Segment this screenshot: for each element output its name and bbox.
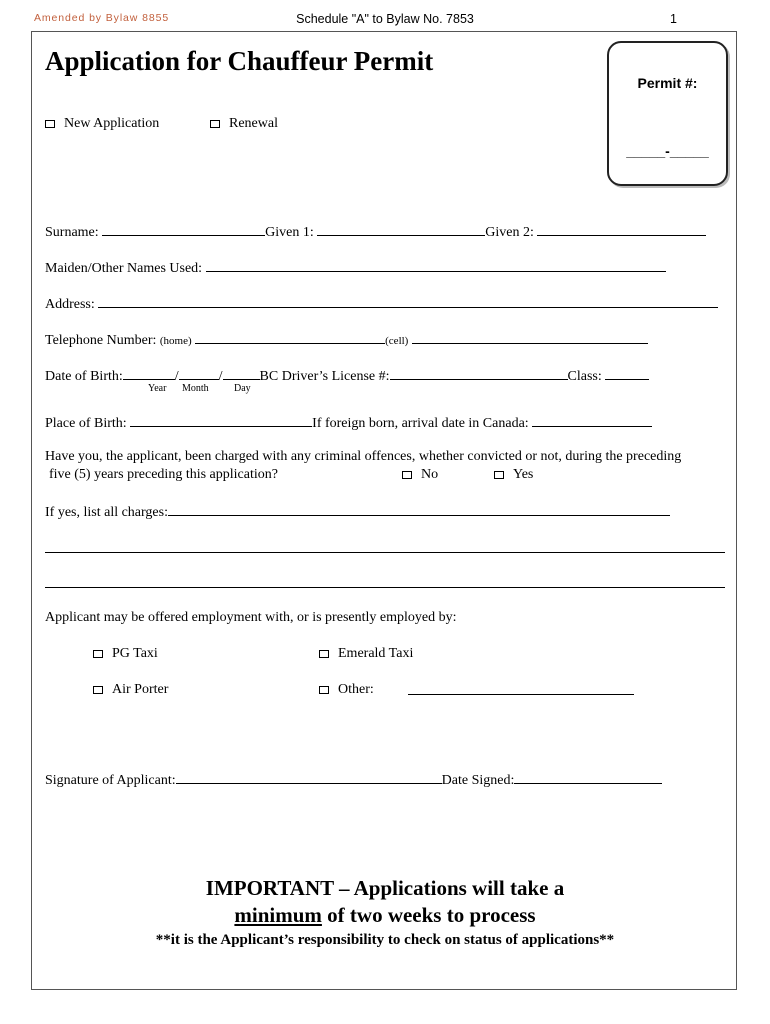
employment-prompt: Applicant may be offered employment with, or is presently employed by: [45,610,457,625]
birthplace-label: Place of Birth: [45,416,127,431]
other-label: Other: [338,682,374,697]
signature-row [45,771,662,789]
charges-field-2[interactable] [45,552,725,553]
status-responsibility-note: **it is the Applicant’s responsibility to check on status of applications** [155,932,615,948]
page-number: 1 [670,12,677,26]
arrival-date-field[interactable] [532,414,652,427]
month-caption: Month [182,383,209,394]
criminal-yes-label: Yes [513,467,534,482]
new-application-checkbox[interactable] [45,120,55,128]
dob-year-field[interactable] [123,367,175,380]
address-field[interactable] [98,295,718,308]
cell-phone-field[interactable] [412,331,648,344]
air-porter-checkbox[interactable] [93,686,103,694]
given2-label: Given 2: [485,225,534,240]
birthplace-field[interactable] [130,414,312,427]
address-label: Address: [45,297,95,312]
surname-label: Surname: [45,225,99,240]
dob-label: Date of Birth: [45,369,123,384]
other-employer-field[interactable] [408,694,634,695]
surname-field[interactable] [102,223,265,236]
criminal-question-1: Have you, the applicant, been charged with any criminal offences, whether convicted or not, during the preceding [45,449,682,464]
dob-row [45,367,649,385]
emerald-taxi-option [319,646,413,662]
other-checkbox[interactable] [319,686,329,694]
charges-row [45,503,670,521]
criminal-yes-option [494,467,533,483]
telephone-label: Telephone Number: [45,333,157,348]
given1-label: Given 1: [265,225,314,240]
date-signed-field[interactable] [514,771,662,784]
permit-label: Permit #: [637,75,698,91]
criminal-no-option [402,467,438,483]
foreign-label: If foreign born, arrival date in Canada: [312,416,529,431]
criminal-question-2: five (5) years preceding this application? [49,467,278,482]
dob-day-field[interactable] [223,367,260,380]
renewal-label: Renewal [229,116,278,131]
emerald-taxi-label: Emerald Taxi [338,646,414,661]
given2-field[interactable] [537,223,706,236]
schedule-header: Schedule "A" to Bylaw No. 7853 [296,12,474,26]
name-row [45,223,706,241]
dob-slash-1: / [174,369,179,384]
application-type-row [45,116,159,132]
license-field[interactable] [390,367,568,380]
pg-taxi-label: PG Taxi [112,646,158,661]
signature-field[interactable] [176,771,442,784]
charges-field-3[interactable] [45,587,725,588]
criminal-no-label: No [421,467,439,482]
maiden-row [45,259,666,277]
emerald-taxi-checkbox[interactable] [319,650,329,658]
other-option [319,682,374,698]
renewal-row [210,116,278,132]
signature-label: Signature of Applicant: [45,773,176,788]
amended-note: Amended by Bylaw 8855 [34,12,170,24]
processing-rest: of two weeks to process [321,903,536,927]
important-heading: IMPORTANT – Applications will take a [205,876,565,900]
day-caption: Day [234,383,251,394]
year-caption: Year [148,383,167,394]
new-application-label: New Application [64,116,160,131]
given1-field[interactable] [317,223,485,236]
permit-number-box [607,41,728,186]
dob-slash-2: / [218,369,223,384]
criminal-yes-checkbox[interactable] [494,471,504,479]
home-label: (home) [159,335,192,347]
pg-taxi-option [93,646,158,662]
class-label: Class: [567,369,602,384]
permit-number-blank[interactable]: _____-_____ [626,143,709,159]
criminal-no-checkbox[interactable] [402,471,412,479]
minimum-word: minimum [234,903,322,927]
charges-label: If yes, list all charges: [45,505,168,520]
home-phone-field[interactable] [195,331,385,344]
charges-field-1[interactable] [168,503,670,516]
air-porter-option [93,682,168,698]
pg-taxi-checkbox[interactable] [93,650,103,658]
date-signed-label: Date Signed: [441,773,515,788]
maiden-field[interactable] [206,259,666,272]
address-row [45,295,718,313]
important-processing-time [0,903,770,928]
dob-month-field[interactable] [179,367,219,380]
license-label: BC Driver’s License #: [259,369,390,384]
maiden-label: Maiden/Other Names Used: [45,261,203,276]
form-title: Application for Chauffeur Permit [45,46,434,76]
renewal-checkbox[interactable] [210,120,220,128]
cell-label: (cell) [385,335,409,347]
telephone-row [45,331,648,349]
birthplace-row [45,414,652,432]
air-porter-label: Air Porter [112,682,169,697]
class-field[interactable] [605,367,649,380]
